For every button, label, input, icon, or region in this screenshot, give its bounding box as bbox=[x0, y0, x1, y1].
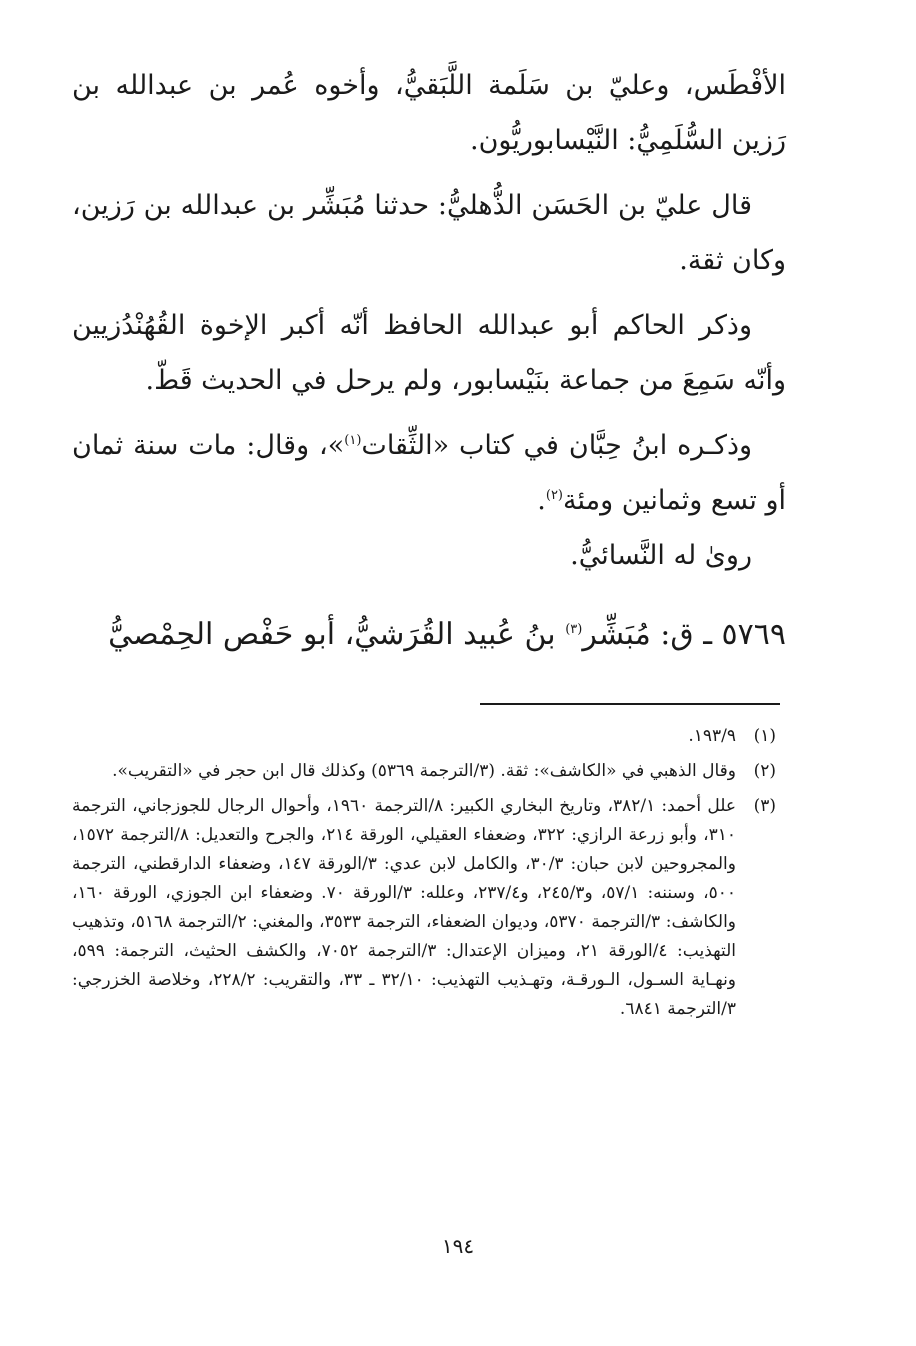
footnote-ref-3: (٣) bbox=[565, 622, 583, 637]
entry-heading bbox=[72, 605, 786, 665]
footnote-2 bbox=[72, 757, 776, 786]
footnote-ref-1: (١) bbox=[344, 433, 362, 448]
footnote-text: ١٩٣/٩. bbox=[688, 726, 736, 746]
footnote-number: (٢) bbox=[753, 761, 776, 781]
footnote-divider bbox=[480, 703, 780, 705]
entry-name-rest: بنُ عُبيد القُرَشيُّ، أبو حَفْص الحِمْصيُّ bbox=[108, 617, 566, 652]
entry-number-name: ٥٧٦٩ ـ ق: مُبَشِّر bbox=[582, 617, 786, 652]
paragraph-hakim: وذكر الحاكم أبو عبدالله الحافظ أنّه أكبر الإخوة القُهُنْدُزيين وأنّه سَمِعَ من جماعة بنَيْسابور، ولم يرحل في الحديث قَطّ. bbox=[72, 310, 786, 396]
ibn-hibban-end: . bbox=[537, 485, 546, 516]
footnote-ref-2: (٢) bbox=[545, 488, 563, 503]
ibn-hibban-text-2: »، وقال: مات سنة ثمان أو تسع وثمانين ومئة bbox=[72, 430, 786, 516]
footnote-text: وقال الذهبي في «الكاشف»: ثقة. (٣/الترجمة ٥٣٦٩) وكذلك قال ابن حجر في «التقريب». bbox=[112, 761, 736, 781]
footnotes bbox=[72, 722, 776, 1030]
paragraph-ibn-hibban bbox=[72, 418, 786, 528]
footnote-number: (١) bbox=[753, 726, 776, 746]
paragraph-nasai: روىٰ له النَّسائيُّ. bbox=[570, 540, 752, 571]
main-text bbox=[72, 58, 786, 675]
paragraph-dhuhli: قال عليّ بن الحَسَن الذُّهليُّ: حدثنا مُبَشِّر بن عبدالله بن رَزين، وكان ثقة. bbox=[72, 190, 786, 276]
page-number: ١٩٤ bbox=[441, 1234, 475, 1258]
footnote-text: علل أحمد: ٣٨٢/١، وتاريخ البخاري الكبير: ٨/الترجمة ١٩٦٠، وأحوال الرجال للجوزجاني، الترجمة ٣١٠، وأبو زرعة الرازي: ٣٢٢، وضعفاء العقيلي، الورقة ٢١٤، والجرح والتعديل: ٨/الترجمة ١٥٧٢، والمجروحين لابن حبان: ٣٠/٣، والكامل لابن عدي: ٣/الورقة ١٤٧، وضعفاء الدارقطني، الترجمة ٥٠٠، وسننه: ٥٧/١، و٢٤٥/٣، و٢٣٧/٤، وعلله: ٣/الورقة ٧٠. وضعفاء ابن الجوزي، الورقة ١٦٠، والكاشف: ٣/الترجمة ٥٣٧٠، وديوان الضعفاء، الترجمة ٣٥٣٣، والمغني: ٢/الترجمة ٥١٦٨، وتذهيب التهذيب: ٤/الورقة ٢١، وميزان الإعتدال: ٣/الترجمة ٧٠٥٢، والكشف الحثيث، الترجمة: ٥٩٩، ونهـاية السـول، الـورقـة، وتهـذيب التهذيب: ٣٢/١٠ ـ ٣٣، والتقريب: ٢٢٨/٢، وخلاصة الخزرجي: ٣/الترجمة ٦٨٤١. bbox=[72, 796, 737, 1019]
footnote-3 bbox=[72, 792, 776, 1024]
paragraph-names: الأفْطَس، وعليّ بن سَلَمة اللَّبَقيُّ، وأخوه عُمر بن عبدالله بن رَزين السُّلَمِيُّ: النَّيْسابوريُّون. bbox=[72, 70, 786, 156]
footnote-number: (٣) bbox=[753, 796, 776, 816]
ibn-hibban-text-1: وذكـره ابنُ حِبَّان في كتاب «الثِّقات bbox=[361, 430, 753, 461]
footnote-1 bbox=[72, 722, 776, 751]
